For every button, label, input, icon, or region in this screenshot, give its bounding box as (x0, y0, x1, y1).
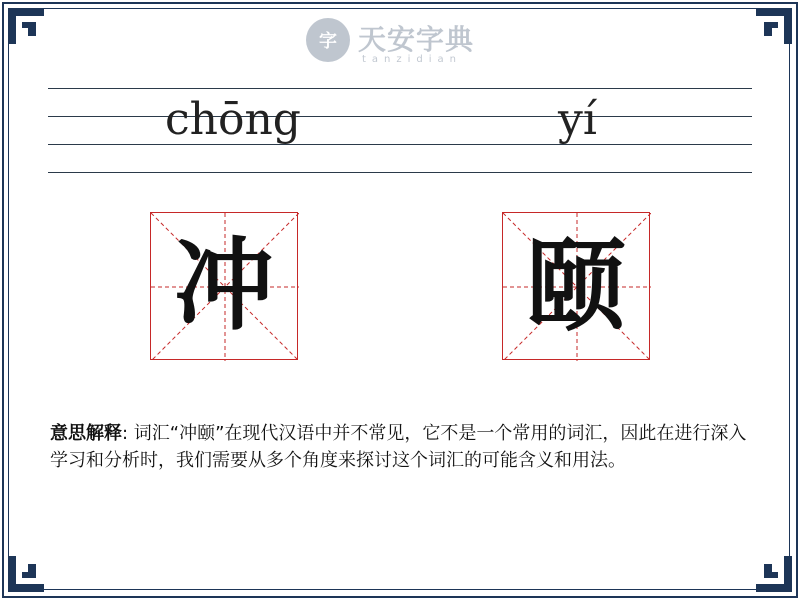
pinyin-second-syllable: yí (558, 94, 597, 145)
pinyin-line-3 (48, 144, 752, 145)
watermark-title: 天安字典 (358, 23, 475, 56)
watermark-subtitle: tanzidian (362, 54, 463, 65)
pinyin-line-1 (48, 88, 752, 89)
corner-ornament-bottom-left (6, 554, 46, 594)
svg-text:字: 字 (319, 31, 337, 52)
pinyin-line-4 (48, 172, 752, 173)
pinyin-line-2 (48, 116, 752, 117)
pinyin-ruled-lines (48, 88, 752, 174)
pinyin-first-syllable: chōng (165, 94, 301, 145)
explanation-text: : 词汇“冲颐”在现代汉语中并不常见，它不是一个常用的词汇，因此在进行深入学习和分析时，我们需要从多个角度来探讨这个词汇的可能含义和用法。 (50, 423, 747, 471)
corner-ornament-bottom-right (754, 554, 794, 594)
character-grid-box-1 (150, 212, 298, 360)
corner-ornament-top-right (754, 6, 794, 46)
character-glyph-1: 冲 (174, 227, 274, 344)
corner-ornament-top-left (6, 6, 46, 46)
character-grid-box-2 (502, 212, 650, 360)
meaning-explanation (50, 420, 760, 474)
site-watermark (300, 14, 500, 70)
explanation-label: 意思解释 (50, 423, 122, 444)
character-glyph-2: 颐 (526, 227, 626, 344)
dictionary-logo-icon (304, 16, 352, 64)
